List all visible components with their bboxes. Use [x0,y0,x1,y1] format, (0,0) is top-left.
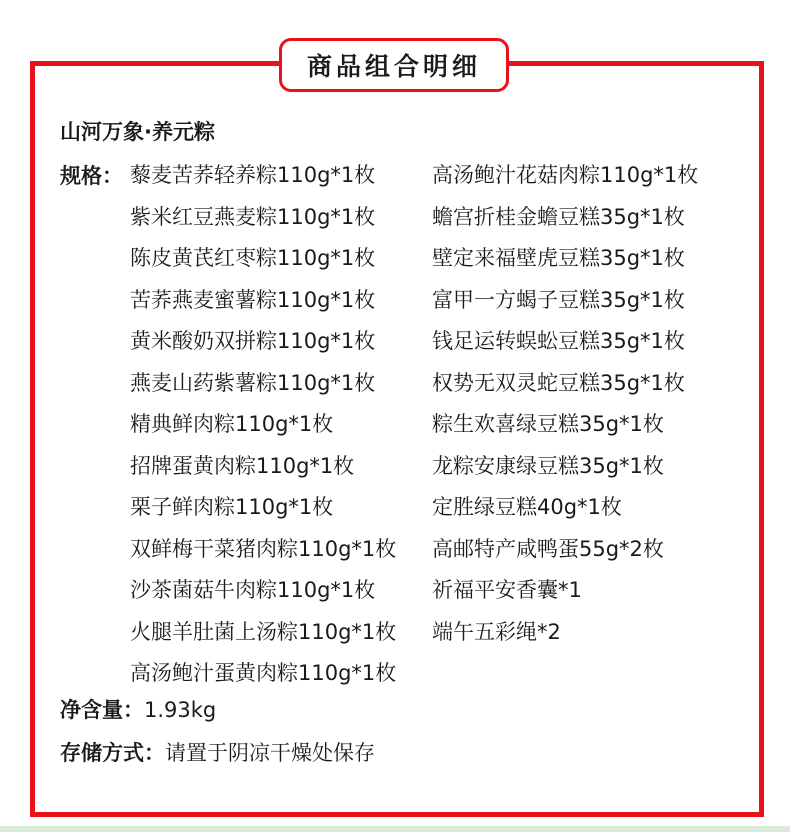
list-item: 精典鲜肉粽110g*1枚 [130,412,334,436]
list-item: 粽生欢喜绿豆糕35g*1枚 [432,412,664,436]
list-item: 高邮特产咸鸭蛋55g*2枚 [432,536,664,561]
list-item: 黄米酸奶双拼粽110g*1枚 [130,329,376,353]
list-item: 高汤鲍汁花菇肉粽110g*1枚 [432,163,699,187]
list-item: 火腿羊肚菌上汤粽110g*1枚 [130,619,397,644]
storage-label: 存储方式： [60,741,165,765]
net-weight-row [60,694,216,724]
list-item: 高汤鲍汁蛋黄肉粽110g*1枚 [130,661,397,685]
spec-label: 规格： [60,164,123,188]
list-item: 权势无双灵蛇豆糕35g*1枚 [432,370,685,395]
list-item: 栗子鲜肉粽110g*1枚 [130,495,334,519]
list-item: 燕麦山药紫薯粽110g*1枚 [130,370,376,395]
list-item: 沙茶菌菇牛肉粽110g*1枚 [130,578,376,602]
list-item: 壁定来福壁虎豆糕35g*1枚 [432,246,685,270]
product-name: 山河万象·养元粽 [60,120,215,144]
list-item: 藜麦苦荞轻养粽110g*1枚 [130,163,376,187]
list-item: 陈皮黄芪红枣粽110g*1枚 [130,246,376,270]
list-item: 龙粽安康绿豆糕35g*1枚 [432,453,664,478]
list-item: 钱足运转蜈蚣豆糕35g*1枚 [432,329,685,353]
list-item: 富甲一方蝎子豆糕35g*1枚 [432,287,685,312]
list-item: 祈福平安香囊*1 [432,578,582,602]
list-item: 双鲜梅干菜猪肉粽110g*1枚 [130,536,397,561]
spec-list-left [130,160,396,700]
list-item: 招牌蛋黄肉粽110g*1枚 [130,453,355,478]
list-item: 蟾宫折桂金蟾豆糕35g*1枚 [432,204,685,229]
bottom-strip [0,826,790,832]
net-weight-value: 1.93kg [144,698,217,722]
net-weight-label: 净含量： [60,698,144,722]
list-item: 紫米红豆燕麦粽110g*1枚 [130,204,376,229]
list-item: 定胜绿豆糕40g*1枚 [432,495,622,519]
section-title: 商品组合明细 [279,38,509,92]
storage-row [60,737,375,767]
spec-list-right [432,160,698,658]
list-item: 苦荞燕麦蜜薯粽110g*1枚 [130,287,376,312]
storage-value: 请置于阴凉干燥处保存 [165,741,375,765]
list-item: 端午五彩绳*2 [432,619,561,644]
